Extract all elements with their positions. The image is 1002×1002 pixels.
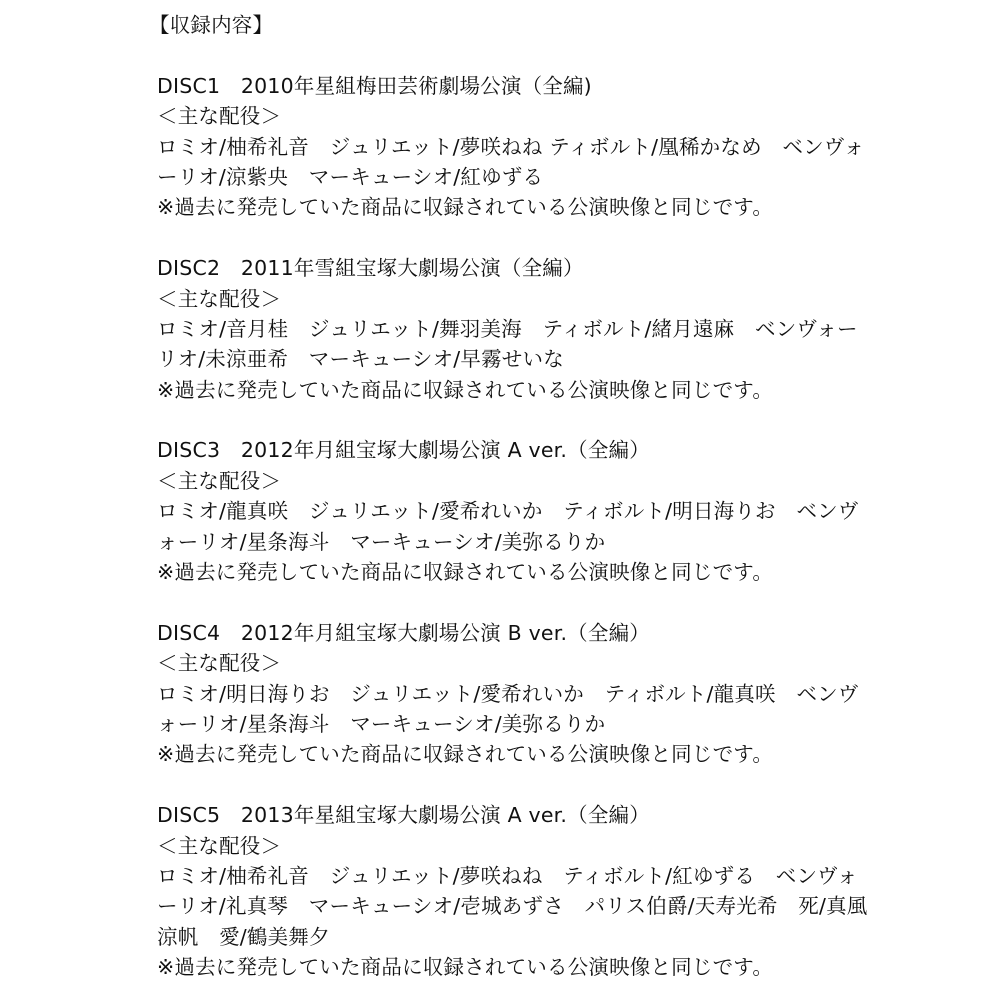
cast-line: ロミオ/柚希礼音 ジュリエット/夢咲ねね ティボルト/紅ゆずる ベンヴォ xyxy=(157,863,858,888)
disc-title: DISC3 2012年月組宝塚大劇場公演 A ver.（全編） xyxy=(157,438,650,463)
cast-header: ＜主な配役＞ xyxy=(157,833,282,858)
disc-4-block xyxy=(157,618,877,770)
cast-line: リオ/未涼亜希 マーキューシオ/早霧せいな xyxy=(157,347,564,372)
disc-title: DISC1 2010年星組梅田芸術劇場公演（全編) xyxy=(157,73,592,98)
disc-note: ※過去に発売していた商品に収録されている公演映像と同じです。 xyxy=(157,742,774,767)
disc-note: ※過去に発売していた商品に収録されている公演映像と同じです。 xyxy=(157,377,774,402)
cast-line: ーリオ/涼紫央 マーキューシオ/紅ゆずる xyxy=(157,164,544,189)
section-heading: 【収録内容】 xyxy=(149,13,274,37)
disc-5-block xyxy=(157,800,877,982)
disc-note: ※過去に発売していた商品に収録されている公演映像と同じです。 xyxy=(157,955,774,980)
contents-document xyxy=(149,10,877,983)
disc-3-block xyxy=(157,435,877,587)
cast-line: 涼帆 愛/鶴美舞夕 xyxy=(157,924,330,949)
disc-title: DISC2 2011年雪組宝塚大劇場公演（全編） xyxy=(157,256,584,281)
cast-header: ＜主な配役＞ xyxy=(157,286,282,311)
cast-header: ＜主な配役＞ xyxy=(157,104,282,129)
cast-line: ロミオ/明日海りお ジュリエット/愛希れいか ティボルト/龍真咲 ベンヴ xyxy=(157,681,859,706)
cast-line: ロミオ/音月桂 ジュリエット/舞羽美海 ティボルト/緒月遠麻 ベンヴォー xyxy=(157,316,858,341)
disc-2-block xyxy=(157,253,877,405)
cast-line: ォーリオ/星条海斗 マーキューシオ/美弥るりか xyxy=(157,711,606,736)
cast-header: ＜主な配役＞ xyxy=(157,651,282,676)
disc-title: DISC5 2013年星組宝塚大劇場公演 A ver.（全編） xyxy=(157,803,650,828)
disc-note: ※過去に発売していた商品に収録されている公演映像と同じです。 xyxy=(157,560,774,585)
cast-line: ロミオ/柚希礼音 ジュリエット/夢咲ねね ティボルト/凰稀かなめ ベンヴォ xyxy=(157,134,865,159)
disc-1-block xyxy=(157,71,877,223)
cast-line: ロミオ/龍真咲 ジュリエット/愛希れいか ティボルト/明日海りお ベンヴ xyxy=(157,499,859,524)
cast-line: ォーリオ/星条海斗 マーキューシオ/美弥るりか xyxy=(157,529,606,554)
cast-line: ーリオ/礼真琴 マーキューシオ/壱城あずさ パリス伯爵/天寿光希 死/真風 xyxy=(157,894,868,919)
disc-note: ※過去に発売していた商品に収録されている公演映像と同じです。 xyxy=(157,195,774,220)
cast-header: ＜主な配役＞ xyxy=(157,468,282,493)
disc-title: DISC4 2012年月組宝塚大劇場公演 B ver.（全編） xyxy=(157,620,650,645)
